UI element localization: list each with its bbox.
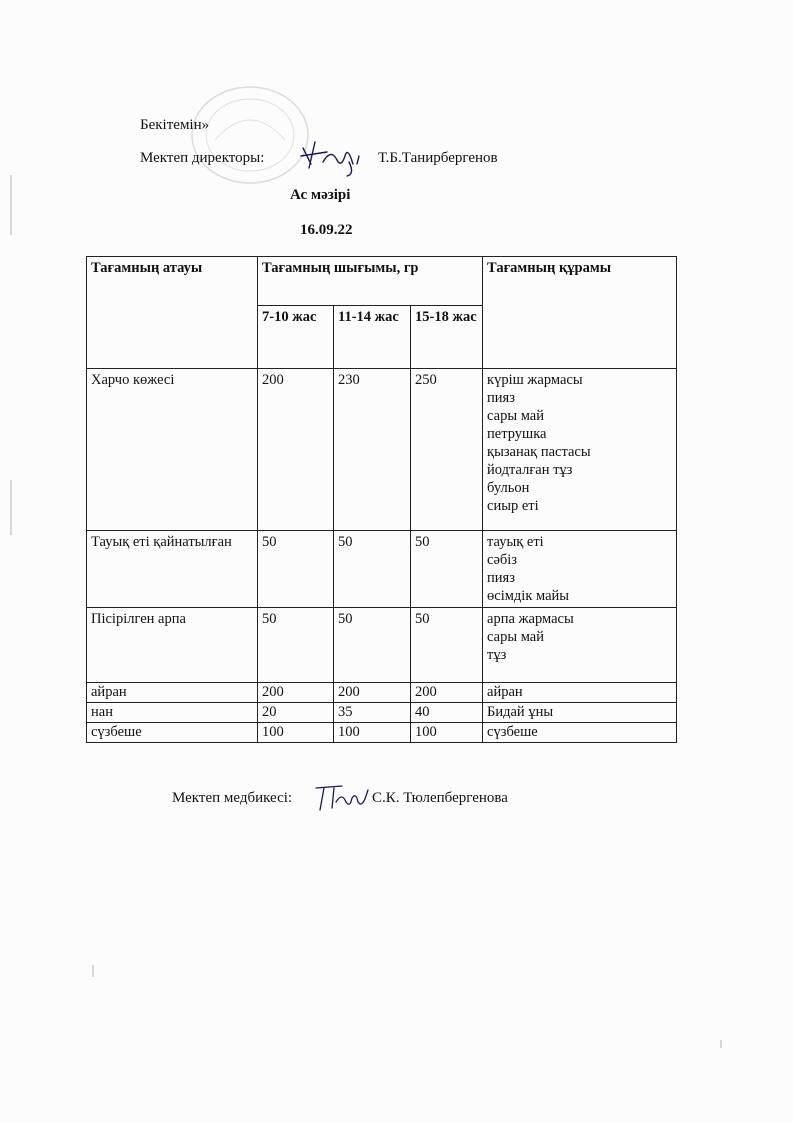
ingredients-cell [483,703,677,723]
yield-11-14: 50 [334,531,411,608]
ingredient: тұз [487,647,507,663]
menu-table [86,256,677,743]
table-row [87,369,677,531]
page-title: Ас мәзірі [290,187,351,203]
scan-mark [10,480,12,535]
ingredient: сәбіз [487,552,518,568]
ingredient: күріш жармасы [487,372,583,388]
ingredients-cell [483,683,677,703]
director-name: Т.Б.Танирбергенов [378,150,498,166]
yield-7-10: 50 [258,608,334,683]
ingredients-cell [483,369,677,531]
scan-mark [720,1040,722,1048]
scan-mark [92,965,94,977]
ingredient: сары май [487,408,544,424]
ingredient: айран [487,684,523,700]
ingredients-cell [483,608,677,683]
table-row [87,723,677,743]
header-dish-name: Тағамның атауы [87,257,258,369]
school-stamp [185,80,315,190]
ingredient: сиыр еті [487,498,539,514]
table-row [87,683,677,703]
yield-7-10: 100 [258,723,334,743]
yield-15-18: 100 [411,723,483,743]
dish-name: Харчо көжесі [87,369,258,531]
header-yield: Тағамның шығымы, гр [258,257,483,306]
yield-7-10: 20 [258,703,334,723]
yield-11-14: 200 [334,683,411,703]
yield-7-10: 50 [258,531,334,608]
nurse-label: Мектеп медбикесі: [172,790,293,806]
dish-name: айран [87,683,258,703]
dish-name: Пісірілген арпа [87,608,258,683]
ingredient: қызанақ пастасы [487,444,591,460]
approval-label: Бекітемін» [140,117,210,133]
yield-15-18: 250 [411,369,483,531]
yield-15-18: 40 [411,703,483,723]
yield-11-14: 100 [334,723,411,743]
ingredients-cell [483,723,677,743]
ingredient: сүзбеше [487,724,538,740]
yield-15-18: 50 [411,531,483,608]
ingredient: Бидай ұны [487,704,554,720]
dish-name: нан [87,703,258,723]
yield-11-14: 230 [334,369,411,531]
dish-name: Тауық еті қайнатылған [87,531,258,608]
yield-7-10: 200 [258,683,334,703]
ingredient: пияз [487,390,515,406]
header-age-7-10: 7-10 жас [258,306,334,369]
director-signature [297,134,369,178]
director-label: Мектеп директоры: [140,150,265,166]
yield-11-14: 35 [334,703,411,723]
ingredients-cell [483,531,677,608]
ingredient: арпа жармасы [487,611,574,627]
yield-11-14: 50 [334,608,411,683]
table-row [87,531,677,608]
menu-date: 16.09.22 [300,222,353,238]
nurse-name: С.К. Тюлепбергенова [372,790,508,806]
dish-name: сүзбеше [87,723,258,743]
ingredient: сары май [487,629,544,645]
ingredient: тауық еті [487,534,544,550]
ingredient: йодталған тұз [487,462,573,478]
header-age-15-18: 15-18 жас [411,306,483,369]
yield-15-18: 200 [411,683,483,703]
table-header-row [87,257,677,306]
table-row [87,608,677,683]
header-composition: Тағамның құрамы [483,257,677,369]
ingredient: петрушка [487,426,547,442]
yield-7-10: 200 [258,369,334,531]
nurse-signature [312,780,372,812]
table-row [87,703,677,723]
yield-15-18: 50 [411,608,483,683]
scan-mark [10,175,12,235]
ingredient: бульон [487,480,530,496]
header-age-11-14: 11-14 жас [334,306,411,369]
ingredient: пияз [487,570,515,586]
ingredient: өсімдік майы [487,588,570,604]
